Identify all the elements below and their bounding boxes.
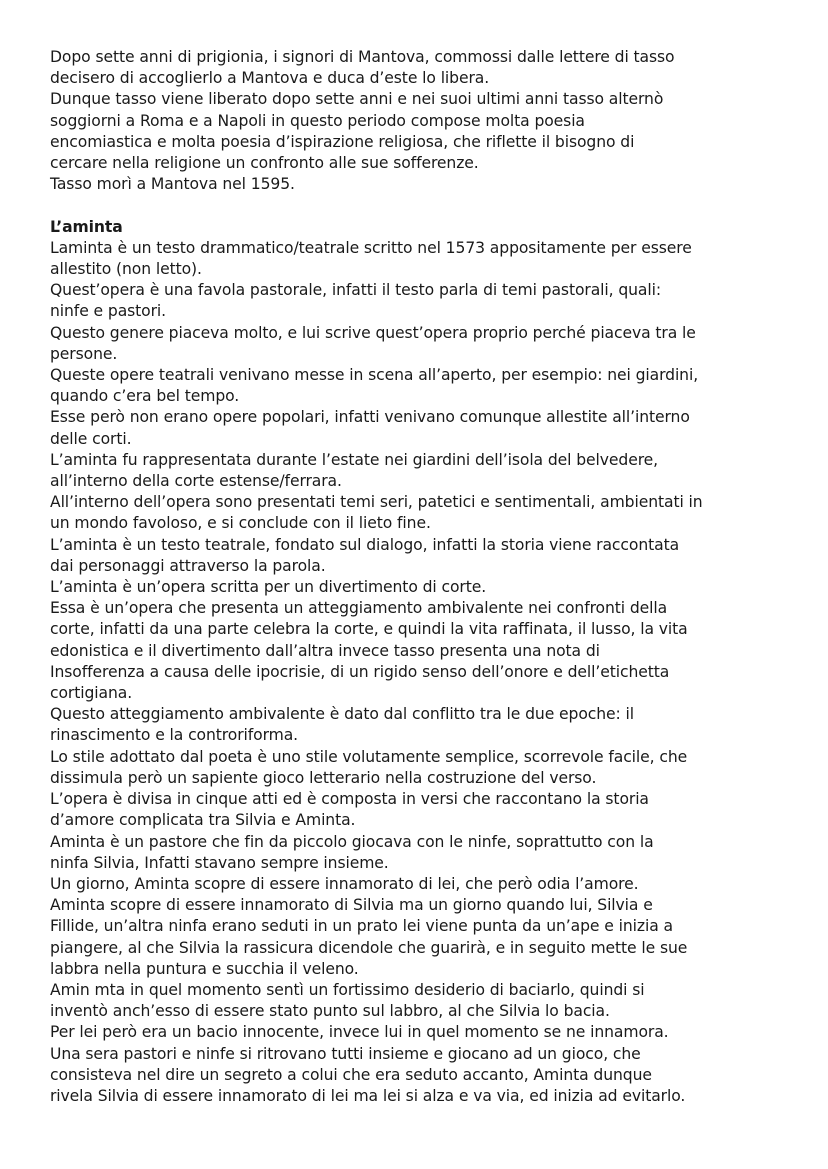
- text-line: encomiastica e molta poesia d’ispirazione religiosa, che riflette il bisogno di: [50, 132, 635, 151]
- text-line: edonistica e il divertimento dall’altra invece tasso presenta una nota di: [50, 641, 600, 660]
- text-line: piangere, al che Silvia la rassicura dicendole che guarirà, e in seguito mette le sue: [50, 938, 688, 957]
- text-line: Per lei però era un bacio innocente, invece lui in quel momento se ne innamora.: [50, 1023, 669, 1042]
- intro-paragraph: [50, 47, 780, 195]
- text-line: inventò anch’esso di essere stato punto sul labbro, al che Silvia lo bacia.: [50, 1002, 610, 1021]
- text-line: L’aminta fu rappresentata durante l’estate nei giardini dell’isola del belvedere,: [50, 450, 659, 469]
- text-line: All’interno dell’opera sono presentati temi seri, patetici e sentimentali, ambientati in: [50, 493, 703, 512]
- text-line: corte, infatti da una parte celebra la corte, e quindi la vita raffinata, il lusso, la vita: [50, 620, 688, 639]
- text-line: decisero di accoglierlo a Mantova e duca d’este lo libera.: [50, 69, 490, 88]
- text-line: Una sera pastori e ninfe si ritrovano tutti insieme e giocano ad un gioco, che: [50, 1044, 641, 1063]
- text-line: quando c’era bel tempo.: [50, 387, 240, 406]
- text-line: Aminta scopre di essere innamorato di Silvia ma un giorno quando lui, Silvia e: [50, 896, 653, 915]
- text-line: Essa è un’opera che presenta un atteggiamento ambivalente nei confronti della: [50, 599, 668, 618]
- text-line: Dunque tasso viene liberato dopo sette anni e nei suoi ultimi anni tasso alternò: [50, 90, 664, 109]
- text-line: Dopo sette anni di prigionia, i signori di Mantova, commossi dalle lettere di tasso: [50, 48, 675, 66]
- text-line: Questo atteggiamento ambivalente è dato dal conflitto tra le due epoche: il: [50, 705, 635, 724]
- text-line: cortigiana.: [50, 684, 133, 703]
- text-line: Amin mta in quel momento sentì un fortissimo desiderio di baciarlo, quindi si: [50, 980, 645, 999]
- text-line: dissimula però un sapiente gioco letterario nella costruzione del verso.: [50, 768, 597, 787]
- text-line: ninfa Silvia, Infatti stavano sempre insieme.: [50, 853, 389, 872]
- text-line: Esse però non erano opere popolari, infatti venivano comunque allestite all’interno: [50, 408, 690, 427]
- text-line: Lo stile adottato dal poeta è uno stile volutamente semplice, scorrevole facile, che: [50, 747, 688, 766]
- text-line: soggiorni a Roma e a Napoli in questo periodo compose molta poesia: [50, 111, 585, 130]
- paragraph-gap: [50, 195, 780, 216]
- text-line: L’aminta è un’opera scritta per un divertimento di corte.: [50, 578, 487, 597]
- text-line: dai personaggi attraverso la parola.: [50, 556, 326, 575]
- section-heading: L’aminta: [50, 217, 123, 236]
- text-line: labbra nella puntura e succhia il veleno.: [50, 959, 359, 978]
- text-line: un mondo favoloso, e si conclude con il lieto fine.: [50, 514, 431, 533]
- aminta-section: [50, 217, 780, 1108]
- text-line: persone.: [50, 344, 118, 363]
- text-line: cercare nella religione un confronto alle sue sofferenze.: [50, 154, 479, 173]
- text-line: allestito (non letto).: [50, 260, 202, 279]
- text-line: Queste opere teatrali venivano messe in scena all’aperto, per esempio: nei giardini,: [50, 366, 699, 385]
- text-line: Aminta è un pastore che fin da piccolo giocava con le ninfe, soprattutto con la: [50, 832, 654, 851]
- text-line: Tasso morì a Mantova nel 1595.: [50, 175, 295, 194]
- text-line: delle corti.: [50, 429, 132, 448]
- text-line: rinascimento e la controriforma.: [50, 726, 299, 745]
- text-line: d’amore complicata tra Silvia e Aminta.: [50, 811, 356, 830]
- text-line: Fillide, un’altra ninfa erano seduti in un prato lei viene punta da un’ape e inizia a: [50, 917, 673, 936]
- text-line: Questo genere piaceva molto, e lui scrive quest’opera proprio perché piaceva tra le: [50, 323, 696, 342]
- text-line: Laminta è un testo drammatico/teatrale scritto nel 1573 appositamente per essere: [50, 238, 692, 257]
- text-line: Insofferenza a causa delle ipocrisie, di un rigido senso dell’onore e dell’etichetta: [50, 662, 670, 681]
- text-line: L’aminta è un testo teatrale, fondato sul dialogo, infatti la storia viene raccontata: [50, 535, 680, 554]
- text-line: ninfe e pastori.: [50, 302, 167, 321]
- document-page: [50, 47, 780, 1107]
- text-line: Un giorno, Aminta scopre di essere innamorato di lei, che però odia l’amore.: [50, 874, 639, 893]
- text-line: Quest’opera è una favola pastorale, infatti il testo parla di temi pastorali, quali:: [50, 281, 661, 300]
- text-line: all’interno della corte estense/ferrara.: [50, 472, 342, 491]
- text-line: consisteva nel dire un segreto a colui che era seduto accanto, Aminta dunque: [50, 1065, 652, 1084]
- text-line: L’opera è divisa in cinque atti ed è composta in versi che raccontano la storia: [50, 790, 649, 809]
- text-line: rivela Silvia di essere innamorato di lei ma lei si alza e va via, ed inizia ad evitarlo.: [50, 1086, 686, 1105]
